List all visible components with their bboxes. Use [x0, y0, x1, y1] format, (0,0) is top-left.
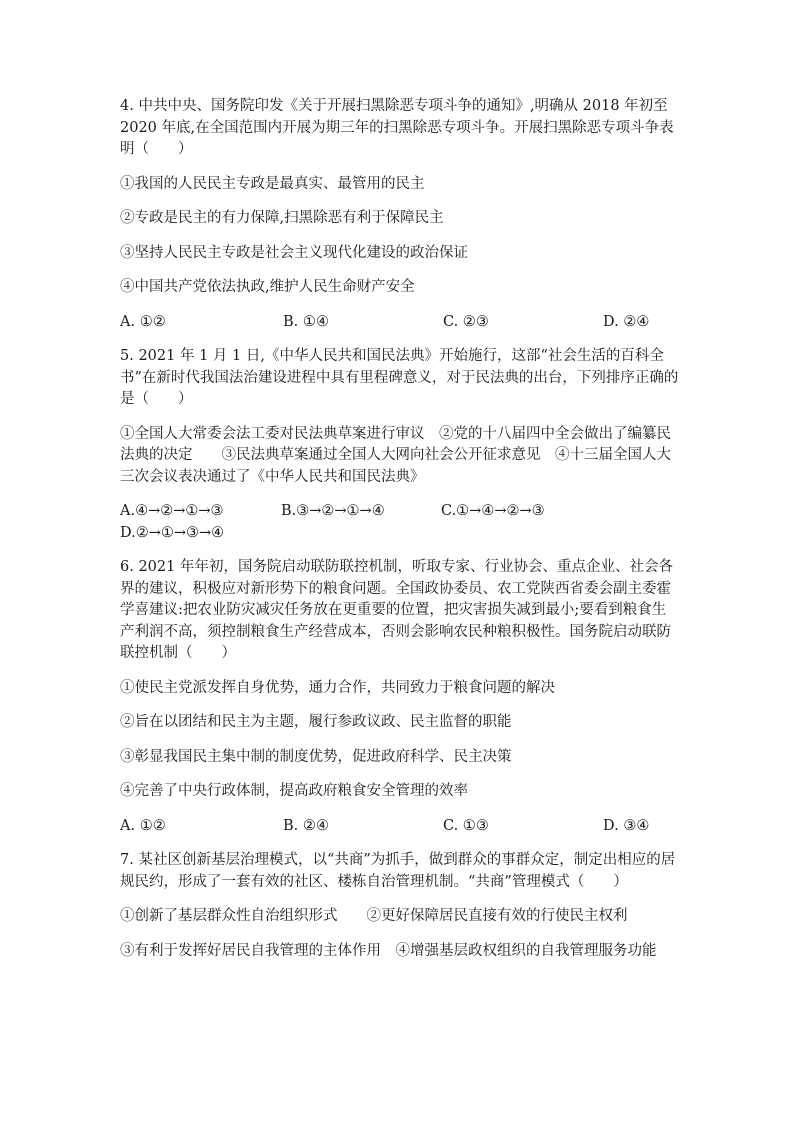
question-4	[120, 96, 680, 333]
question-5-choice-a[interactable]: A.④→②→①→③	[120, 503, 224, 519]
question-5-choice-c[interactable]: C.①→④→②→③	[441, 503, 545, 519]
question-6-option-1: ①使民主党派发挥自身优势，通力合作，共同致力于粮食问题的解决	[120, 679, 555, 696]
question-6-choice-d[interactable]: D. ③④	[603, 817, 650, 834]
question-5-choices	[120, 501, 680, 544]
question-4-option-1: ①我国的人民民主专政是最真实、最管用的民主	[120, 175, 425, 192]
question-6-option-3: ③彰显我国民主集中制的制度优势，促进政府科学、民主决策	[120, 748, 512, 765]
question-6-choice-a[interactable]: A. ①②	[120, 817, 166, 834]
document-page	[120, 96, 680, 975]
question-6-choice-b[interactable]: B. ②④	[283, 817, 329, 834]
question-6	[120, 557, 680, 837]
question-5-stem: 5. 2021 年 1 月 1 日,《中华人民共和国民法典》开始施行，这部“社会生活的百科全书”在新时代我国法治建设进程中具有里程碑意义，对于民法典的出台，下列排序正确的是（ ）	[120, 348, 679, 407]
question-6-choices	[120, 816, 680, 838]
question-4-option-2: ②专政是民主的有力保障,扫黑除恶有利于保障民主	[120, 210, 444, 226]
question-6-option-2: ②旨在以团结和民主为主题，履行参政议政、民主监督的职能	[120, 714, 512, 730]
question-6-stem: 6. 2021 年年初，国务院启动联防联控机制，听取专家、行业协会、重点企业、社会各界的建议，积极应对新形势下的粮食问题。全国政协委员、农工党陕西省委会副主委霍学喜建议:把农业防灾减灾任务放在更重要的位置，把灾害损失减到最小;要看到粮食生产利润不高，须控制粮食生产经营成本，否则会影响农民种粮积极性。国务院启动联防联控机制（ ）	[120, 559, 673, 661]
question-4-choices	[120, 312, 680, 334]
question-7-stem: 7. 某社区创新基层治理模式，以“共商”为抓手，做到群众的事群众定，制定出相应的居规民约，形成了一套有效的社区、楼栋自治管理机制。“共商”管理模式（ ）	[120, 852, 676, 890]
question-4-choice-d[interactable]: D. ②④	[603, 313, 650, 330]
question-7	[120, 850, 680, 962]
question-5-options: ①全国人大常委会法工委对民法典草案进行审议 ②党的十八届四中全会做出了编纂民法典的决定 ③民法典草案通过全国人大网向社会公开征求意见 ④十三届全国人大三次会议表决通过了《中华人民共和国民法典》	[120, 425, 671, 485]
question-4-option-3: ③坚持人民民主专政是社会主义现代化建设的政治保证	[120, 244, 468, 261]
question-5	[120, 346, 680, 544]
question-4-option-4: ④中国共产党依法执政,维护人民生命财产安全	[120, 279, 415, 295]
question-5-choice-d[interactable]: D.②→①→③→④	[120, 524, 225, 541]
question-4-choice-c[interactable]: C. ②③	[443, 313, 489, 330]
question-4-choice-b[interactable]: B. ①④	[283, 313, 329, 330]
question-7-options-line-1: ①创新了基层群众性自治组织形式 ②更好保障居民直接有效的行使民主权利	[120, 908, 628, 924]
question-4-choice-a[interactable]: A. ①②	[120, 313, 166, 330]
question-5-choice-b[interactable]: B.③→②→①→④	[281, 503, 385, 519]
question-7-options-line-2: ③有利于发挥好居民自我管理的主体作用 ④增强基层政权组织的自我管理服务功能	[120, 942, 657, 959]
question-4-stem: 4. 中共中央、国务院印发《关于开展扫黑除恶专项斗争的通知》,明确从 2018 年初至 2020 年底,在全国范围内开展为期三年的扫黑除恶专项斗争。开展扫黑除恶专项斗争表明（ ）	[120, 98, 674, 157]
question-6-option-4: ④完善了中央行政体制，提高政府粮食安全管理的效率	[120, 783, 468, 799]
question-6-choice-c[interactable]: C. ①③	[443, 817, 489, 834]
